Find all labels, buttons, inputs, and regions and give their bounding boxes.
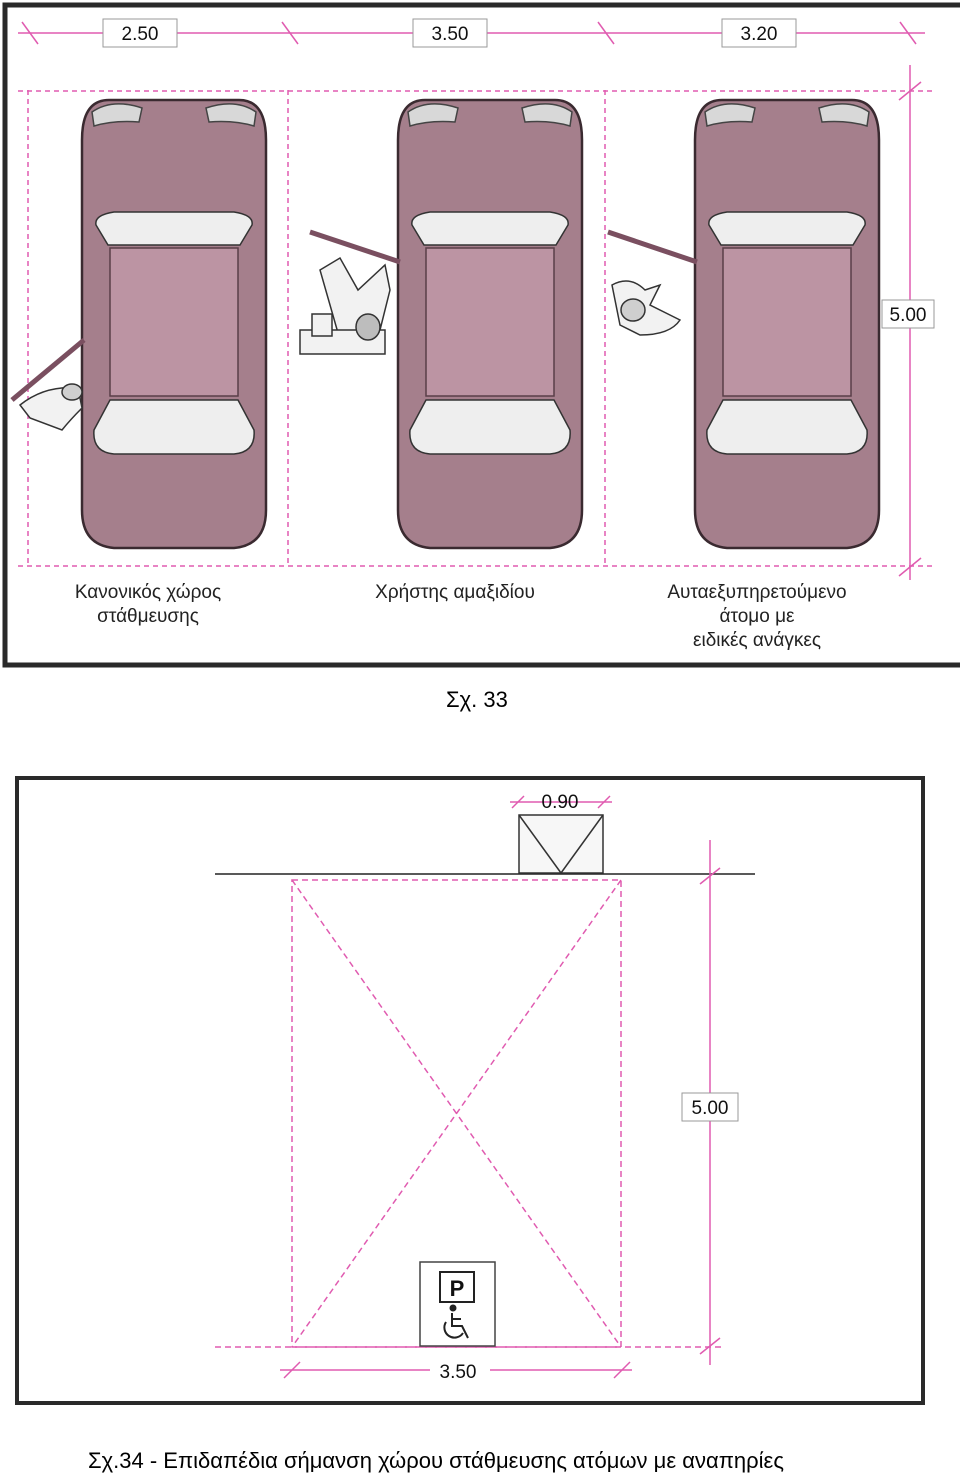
label-wheelchair: Χρήστης αμαξιδίου	[375, 582, 535, 603]
figure-34	[17, 778, 923, 1403]
figure-34-caption: Σχ.34 - Επιδαπέδια σήμανση χώρου στάθμευσης ατόμων με αναπηρίες	[88, 1448, 784, 1473]
label-normal-line1: Κανονικός χώρος	[74, 582, 222, 603]
dimension-box-3-20	[722, 19, 796, 47]
car-wheelchair	[398, 100, 582, 548]
label-normal-line2: στάθμευσης	[97, 606, 199, 627]
dimension-3-50-fig34: 3.50	[439, 1362, 477, 1383]
accessible-parking-sign	[420, 1262, 495, 1346]
car-self-served	[695, 100, 879, 548]
dimension-5-00-fig34: 5.00	[691, 1098, 729, 1119]
dimension-3-50: 3.50	[431, 24, 469, 45]
figure-33-caption: Σχ. 33	[446, 687, 508, 712]
car-normal	[82, 100, 266, 548]
dimension-3-20: 3.20	[740, 24, 778, 45]
label-self-served-line2: άτομο με	[719, 606, 795, 627]
dimension-box-3-50-fig34	[430, 1357, 490, 1383]
sign-base-icon	[519, 815, 603, 873]
dimension-box-5-00-fig34	[682, 1093, 738, 1121]
figure-33	[5, 5, 960, 665]
dimension-0-90: 0.90	[541, 792, 579, 813]
label-self-served-line1: Αυταεξυπηρετούμενο	[667, 582, 847, 603]
dimension-box-3-50	[413, 19, 487, 47]
dimension-5-00-fig33: 5.00	[889, 305, 927, 326]
dimension-box-5-00-fig33	[882, 300, 934, 328]
parking-letter: P	[449, 1276, 465, 1301]
dimension-2-50: 2.50	[121, 24, 159, 45]
dimension-box-2-50	[103, 19, 177, 47]
label-self-served-line3: ειδικές ανάγκες	[693, 630, 821, 651]
